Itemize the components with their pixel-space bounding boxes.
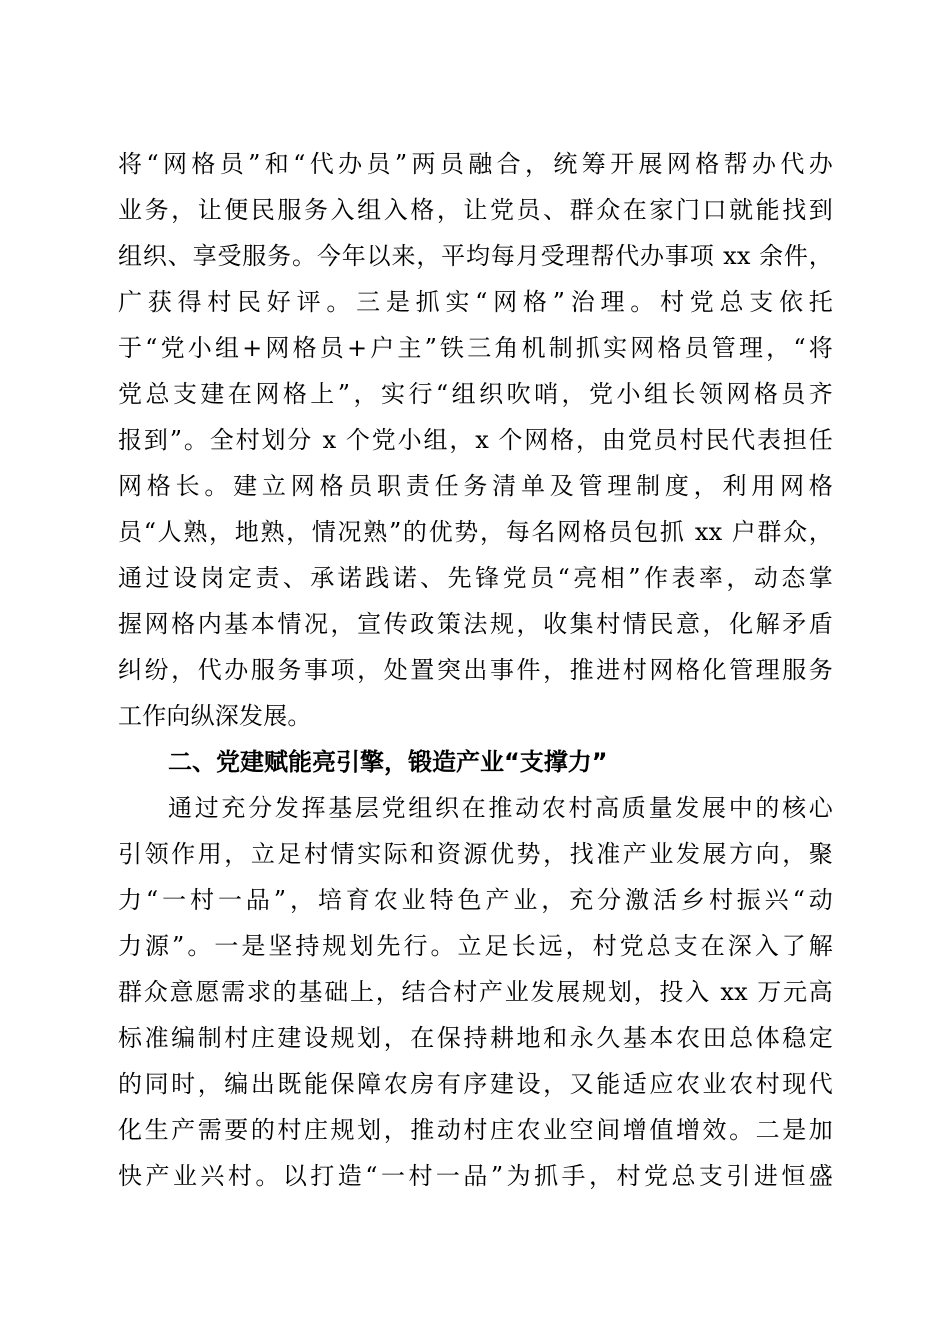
paragraph-line: 群众意愿需求的基础上，结合村产业发展规划，投入 xx 万元高 (118, 978, 833, 1006)
paragraph-line: 业务，让便民服务入组入格，让党员、群众在家门口就能找到 (118, 196, 833, 224)
paragraph-line: 握网格内基本情况，宣传政策法规，收集村情民意，化解矛盾 (118, 610, 833, 638)
paragraph-line: 员“人熟，地熟，情况熟”的优势，每名网格员包抓 xx 户群众， (118, 518, 833, 546)
paragraph-line: 快产业兴村。以打造“一村一品”为抓手，村党总支引进恒盛 (118, 1162, 833, 1190)
paragraph-line: 化生产需要的村庄规划，推动村庄农业空间增值增效。二是加 (118, 1116, 833, 1144)
paragraph-line: 工作向纵深发展。 (118, 702, 312, 730)
section-heading: 二、党建赋能亮引擎，锻造产业“支撑力” (168, 748, 608, 776)
paragraph-line: 将“网格员”和“代办员”两员融合，统筹开展网格帮办代办 (118, 150, 833, 178)
paragraph-line: 纠纷，代办服务事项，处置突出事件，推进村网格化管理服务 (118, 656, 833, 684)
paragraph-line: 标准编制村庄建设规划，在保持耕地和永久基本农田总体稳定 (118, 1024, 833, 1052)
paragraph-line: 通过设岗定责、承诺践诺、先锋党员“亮相”作表率，动态掌 (118, 564, 833, 592)
paragraph-line: 引领作用，立足村情实际和资源优势，找准产业发展方向，聚 (118, 840, 833, 868)
paragraph-line: 广获得村民好评。三是抓实“网格”治理。村党总支依托 (118, 288, 833, 316)
paragraph-line: 力“一村一品”，培育农业特色产业，充分激活乡村振兴“动 (118, 886, 833, 914)
paragraph-line: 组织、享受服务。今年以来，平均每月受理帮代办事项 xx 余件， (118, 242, 833, 270)
paragraph-line: 力源”。一是坚持规划先行。立足长远，村党总支在深入了解 (118, 932, 833, 960)
paragraph-line: 于“党小组+网格员+户主”铁三角机制抓实网格员管理，“将 (118, 334, 833, 362)
paragraph-line: 通过充分发挥基层党组织在推动农村高质量发展中的核心 (168, 794, 833, 822)
paragraph-line: 党总支建在网格上”，实行“组织吹哨，党小组长领网格员齐 (118, 380, 833, 408)
paragraph-line: 网格长。建立网格员职责任务清单及管理制度，利用网格 (118, 472, 833, 500)
paragraph-line: 的同时，编出既能保障农房有序建设，又能适应农业农村现代 (118, 1070, 833, 1098)
paragraph-line: 报到”。全村划分 x 个党小组，x 个网格，由党员村民代表担任 (118, 426, 833, 454)
